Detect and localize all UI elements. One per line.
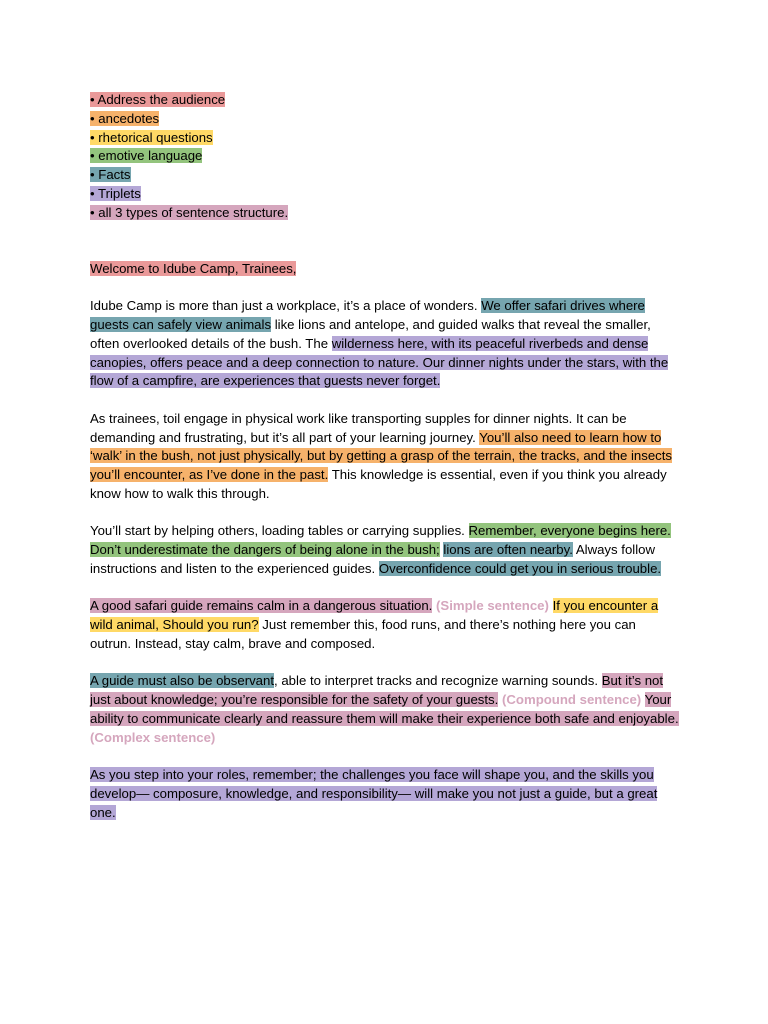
p3-fact: Overconfidence could get you in serious trouble. (378, 560, 662, 576)
p1-facts: We offer safari drives where guests can safely view animals (90, 298, 645, 332)
p1-triplets: wilderness here, with its peaceful riverbeds and dense canopies, offers peace and a deep connection to nature. Our dinner nights under the stars, with the flow of a campfire, are experiences that guests never forget. (90, 335, 669, 389)
document-body (90, 91, 680, 822)
p4-rhetorical: If you encounter a wild animal, Should you run? (90, 598, 659, 632)
paragraph-3 (90, 522, 680, 578)
p3-text: You’ll start by helping others, loading tables or carrying supplies. (90, 523, 469, 539)
p6-triplets: As you step into your roles, remember; the challenges you face will shape you, and the skills you develop— composure, knowledge, and responsibility— will make you not just a guide, but a great one. (90, 767, 658, 820)
p4-simple-sentence: A good safari guide remains calm in a dangerous situation. (90, 598, 433, 614)
legend-item-address: • Address the audience (90, 92, 226, 107)
complex-sentence-tag: (Complex sentence) (90, 729, 216, 745)
legend-item-sentence-structure: • all 3 types of sentence structure. (90, 204, 289, 220)
greeting-text: Welcome to Idube Camp, Trainees, (90, 260, 297, 276)
legend-item-facts: • Facts (90, 167, 131, 182)
p1-text: Idube Camp is more than just a workplace, it’s a place of wonders. (90, 298, 482, 314)
p2-text: As trainees, toil engage in physical work like transporting supples for dinner nights. It can be demanding and frustrating, but it’s all part of your learning journey. (90, 410, 627, 445)
legend-item-anecdotes: • ancedotes (90, 110, 160, 126)
p2-anecdote: You’ll also need to learn how to ‘walk’ in the bush, not just physically, but by getting a grasp of the terrain, the tracks, and the insects you’ll encounter, as I’ve done in the past. (90, 429, 673, 482)
greeting (90, 260, 680, 279)
p5-compound-sentence: But it’s not just about knowledge; you’re responsible for the safety of your guests. (90, 673, 664, 707)
paragraph-1 (90, 297, 680, 391)
p5-text: , able to interpret tracks and recognize warning sounds. (274, 673, 602, 689)
p5-fact: A guide must also be observant (90, 673, 275, 689)
p1-text: like lions and antelope, and guided walks that reveal the smaller, often overlooked details of the bush. The (90, 317, 651, 351)
legend-item-rhetorical: • rhetorical questions (90, 129, 213, 145)
p4-text: Just remember this, food runs, and there’s nothing here you can outrun. Instead, stay calm, brave and composed. (90, 617, 636, 651)
paragraph-6 (90, 766, 680, 822)
simple-sentence-tag: (Simple sentence) (436, 598, 549, 614)
compound-sentence-tag: (Compound sentence) (502, 692, 642, 707)
p3-emotive: Remember, everyone begins here. Don’t underestimate the dangers of being alone in the bush; (90, 523, 671, 557)
p5-complex-sentence: Your ability to communicate clearly and reassure them will make their experience both safe and enjoyable. (90, 692, 679, 726)
legend-item-emotive: • emotive language (90, 148, 203, 164)
legend-item-triplets: • Triplets (90, 185, 141, 201)
p3-text: Always follow instructions and listen to the experienced guides. (90, 542, 655, 576)
technique-legend (90, 91, 680, 222)
p2-text: This knowledge is essential, even if you think you already know how to walk this through. (90, 467, 667, 501)
p3-fact: lions are often nearby. (443, 542, 573, 557)
paragraph-2 (90, 410, 680, 504)
paragraph-4 (90, 597, 680, 653)
paragraph-5 (90, 672, 680, 747)
